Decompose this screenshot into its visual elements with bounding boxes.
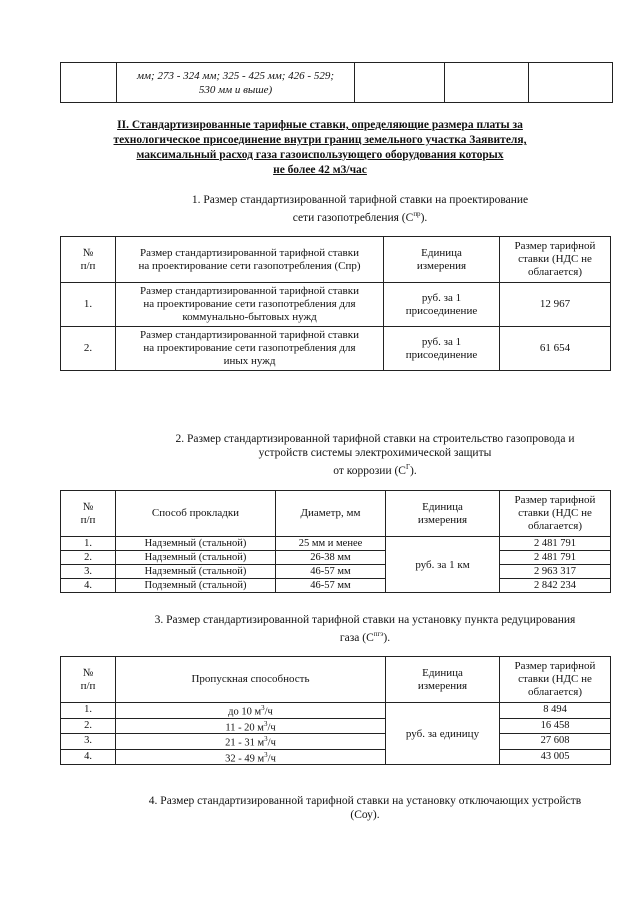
table1 <box>60 236 611 371</box>
table2-header-diam: Диаметр, мм <box>276 491 386 537</box>
table2-header-row <box>61 491 611 537</box>
table3-caption: 3. Размер стандартизированной тарифной ставки на установку пункта редуцирования газа $(С^{пгэ})$. <box>154 614 576 644</box>
table-row: 1. Надземный (стальной) 25 мм и менее руб. за 1 км 2 481 791 <box>61 537 611 551</box>
table2-header-unit: Единица измерения <box>386 491 500 537</box>
table3-header-num: № п/п <box>61 657 116 703</box>
table-row: 4. 32 - 49 $м^3/ч$ 43 005 <box>61 749 611 765</box>
table1-header-num: № п/п <box>61 237 116 283</box>
table2 <box>60 490 611 593</box>
table-row: 1. Размер стандартизированной тарифной ставки на проектирование сети газопотребления для коммунально-бытовых нужд руб. за 1 присоединение 12 967 <box>61 283 611 327</box>
table-row: 3. 21 - 31 $м^3/ч$ 27 608 <box>61 734 611 750</box>
section-2-title: II. Стандартизированные тарифные ставки, определяющие размера платы за технологическое присоединение внутри границ земельного участка Заявителя, максимальный расход газа газоиспользующего оборудования которых не более 42 м3/час <box>113 119 527 176</box>
table2-caption: 2. Размер стандартизированной тарифной ставки на строительство газопровода и устройств системы электрохимической защиты от коррозии $(С^Г)$. <box>175 433 575 477</box>
table-row: 2. 11 - 20 $м^3/ч$ 16 458 <box>61 718 611 734</box>
top-fragment-text: мм; 273 - 324 мм; 325 - 425 мм; 426 - 529; 530 мм и выше) <box>117 63 355 103</box>
table2-unit-merged: руб. за 1 км <box>386 537 500 593</box>
table1-header-unit: Единица измерения <box>384 237 500 283</box>
table-row: 3. Надземный (стальной) 46-57 мм 2 963 317 <box>61 565 611 579</box>
table-row: 2. Надземный (стальной) 26-38 мм 2 481 791 <box>61 551 611 565</box>
top-fragment-table <box>60 62 613 103</box>
table-row: 1. до 10 $м^3/ч$ руб. за единицу 8 494 <box>61 703 611 719</box>
table-row: 2. Размер стандартизированной тарифной ставки на проектирование сети газопотребления для иных нужд руб. за 1 присоединение 61 654 <box>61 327 611 371</box>
table3-header-capacity: Пропускная способность <box>116 657 386 703</box>
table2-header-method: Способ прокладки <box>116 491 276 537</box>
table1-header-rate: Размер тарифной ставки (НДС не облагается) <box>500 237 611 283</box>
table1-header-name: Размер стандартизированной тарифной ставки на проектирование сети газопотребления (Спр) <box>116 237 384 283</box>
table3 <box>60 656 611 765</box>
table3-header-row <box>61 657 611 703</box>
table-row: 4. Подземный (стальной) 46-57 мм 2 842 234 <box>61 579 611 593</box>
table3-header-unit: Единица измерения <box>386 657 500 703</box>
table3-unit-merged: руб. за единицу <box>386 703 500 765</box>
table2-header-rate: Размер тарифной ставки (НДС не облагается) <box>500 491 611 537</box>
table1-caption: 1. Размер стандартизированной тарифной ставки на проектирование сети газопотребления $(С^{пр})$. <box>191 194 529 224</box>
table3-header-rate: Размер тарифной ставки (НДС не облагается) <box>500 657 611 703</box>
section4-caption: 4. Размер стандартизированной тарифной ставки на установку отключающих устройств (Cоу). <box>148 795 582 821</box>
table1-header-row <box>61 237 611 283</box>
table2-header-num: № п/п <box>61 491 116 537</box>
